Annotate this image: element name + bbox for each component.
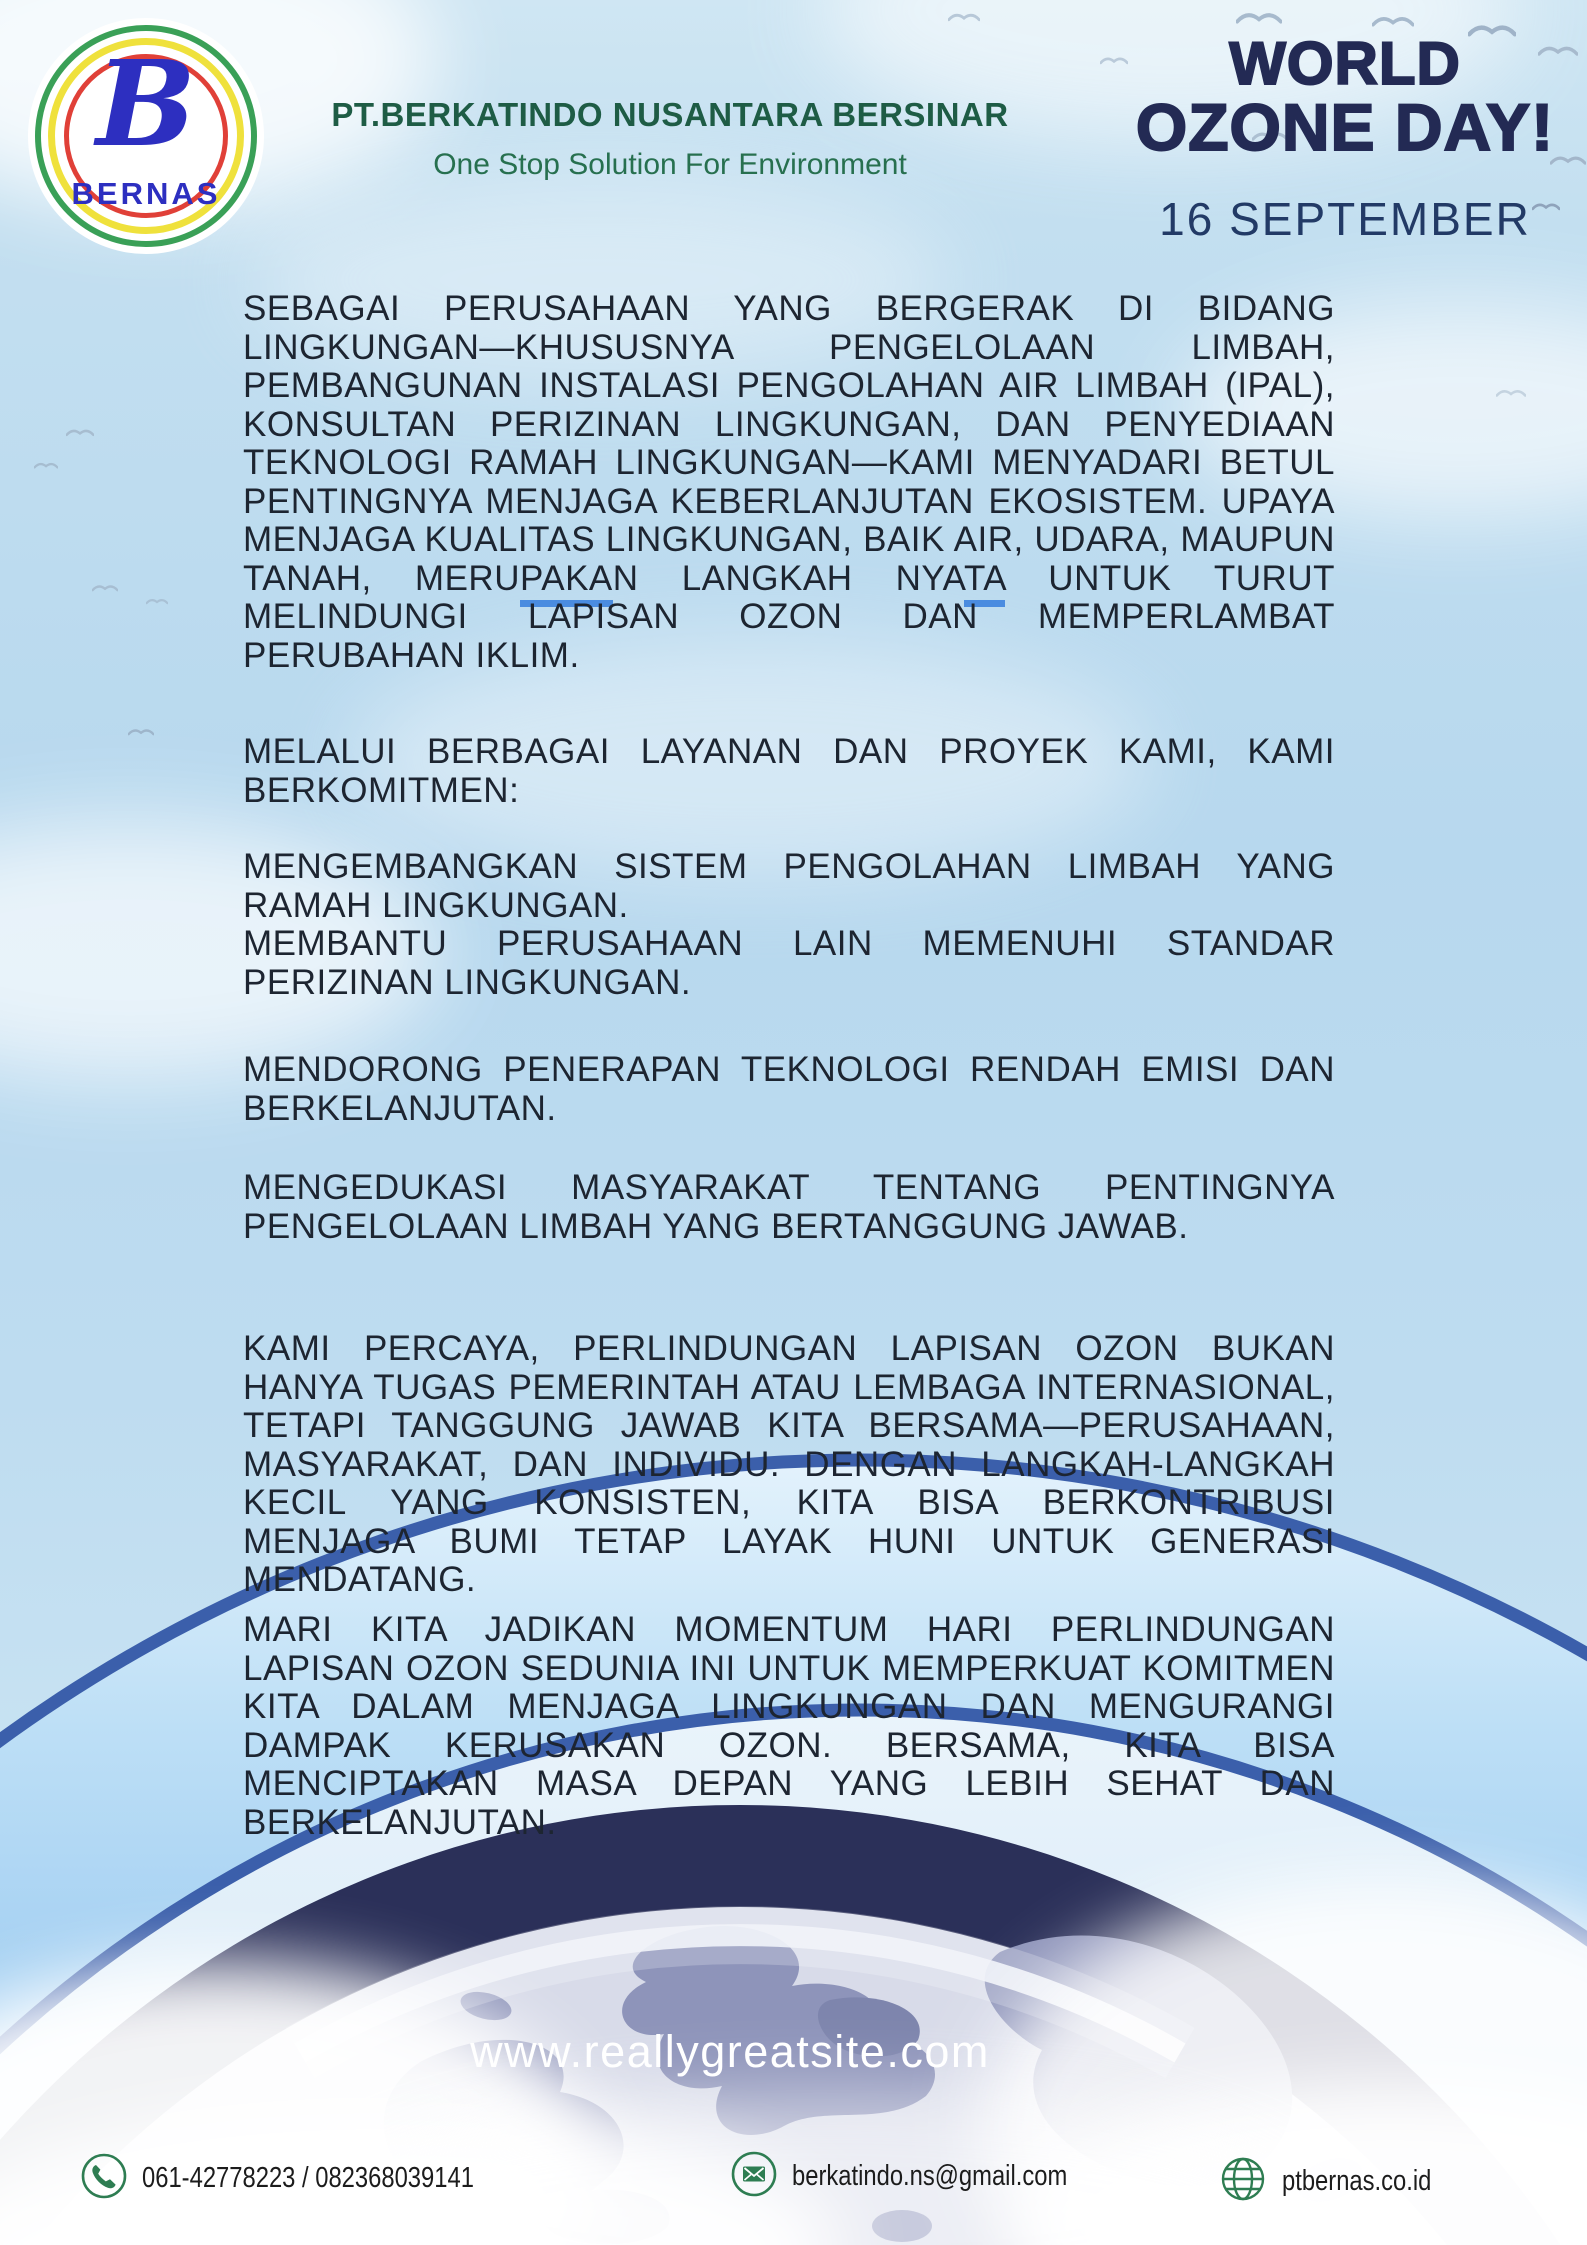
commitment-item: MENGEDUKASI MASYARAKAT TENTANG PENTINGNYA PENGELOLAAN LIMBAH YANG BERTANGGUNG JAWAB. xyxy=(243,1168,1335,1246)
title-line2: OZONE DAY! xyxy=(1135,90,1555,164)
company-tagline: One Stop Solution For Environment xyxy=(433,148,907,181)
title-line1: WORLD xyxy=(1229,30,1461,97)
globe-icon xyxy=(1218,2154,1268,2209)
underlined-text: TA xyxy=(964,559,1005,607)
event-date: 16 SEPTEMBER xyxy=(1159,193,1531,245)
email-icon xyxy=(730,2150,778,2203)
contact-website xyxy=(1218,2154,1464,2209)
commitment-item: MENDORONG PENERAPAN TEKNOLOGI RENDAH EMISI DAN BERKELANJUTAN. xyxy=(243,1050,1335,1128)
phone-number: 061-42778223 / 082368039141 xyxy=(142,2162,474,2194)
paragraph-call-to-action: MARI KITA JADIKAN MOMENTUM HARI PERLINDUNGAN LAPISAN OZON SEDUNIA INI UNTUK MEMPERKUAT KOMITMEN KITA DALAM MENJAGA LINGKUNGAN DAN MENGURANGI DAMPAK KERUSAKAN OZON. BERSAMA, KITA BISA MENCIPTAKAN MASA DEPAN YANG LEBIH SEHAT DAN BERKELANJUTAN. xyxy=(243,1610,1335,1842)
commitment-item: MEMBANTU PERUSAHAAN LAIN MEMENUHI STANDAR PERIZINAN LINGKUNGAN. xyxy=(243,924,1335,1002)
phone-icon xyxy=(80,2152,128,2205)
paragraph-belief: KAMI PERCAYA, PERLINDUNGAN LAPISAN OZON BUKAN HANYA TUGAS PEMERINTAH ATAU LEMBAGA INTERNASIONAL, TETAPI TANGGUNG JAWAB KITA BERSAMA—PERUSAHAAN, MASYARAKAT, DAN INDIVIDU. DENGAN LANGKAH-LANGKAH KECIL YANG KONSISTEN, KITA BISA BERKONTRIBUSI MENJAGA BUMI TETAP LAYAK HUNI UNTUK GENERASI MENDATANG. xyxy=(243,1329,1335,1599)
company-name: PT.BERKATINDO NUSANTARA BERSINAR xyxy=(331,96,1009,133)
email-address: berkatindo.ns@gmail.com xyxy=(792,2160,1068,2192)
contact-email xyxy=(730,2150,1128,2203)
paragraph-intro xyxy=(243,290,1335,675)
logo-letter: B xyxy=(96,34,196,173)
website-watermark: www.reallygreatsite.com xyxy=(470,2026,990,2077)
bernas-logo xyxy=(28,18,264,254)
contact-phone xyxy=(80,2152,547,2205)
underlined-text: PAKA xyxy=(520,559,613,607)
logo-wordmark: BERNAS xyxy=(71,176,221,211)
website-url: ptbernas.co.id xyxy=(1282,2165,1432,2197)
commitment-item: MENGEMBANGKAN SISTEM PENGOLAHAN LIMBAH YANG RAMAH LINGKUNGAN. xyxy=(243,847,1335,925)
commitment-list xyxy=(243,848,1335,1002)
paragraph-text: UNTUK TURUT MELINDUNGI LAPISAN OZON DAN MEMPERLAMBAT PERUBAHAN IKLIM. xyxy=(243,558,1335,675)
poster-title xyxy=(1120,30,1570,164)
paragraph-text: SEBAGAI PERUSAHAAN YANG BERGERAK DI BIDANG LINGKUNGAN—KHUSUSNYA PENGELOLAAN LIMBAH, PEMBANGUNAN INSTALASI PENGOLAHAN AIR LIMBAH (IPAL), KONSULTAN PERIZINAN LINGKUNGAN, DAN PENYEDIAAN TEKNOLOGI RAMAH LINGKUNGAN—KAMI MENYADARI BETUL PENTINGNYA MENJAGA KEBERLANJUTAN EKOSISTEM. UPAYA MENJAGA KUALITAS LINGKUNGAN, BAIK AIR, UDARA, MAUPUN TANAH, MERU xyxy=(243,289,1335,598)
paragraph-commitment-intro: MELALUI BERBAGAI LAYANAN DAN PROYEK KAMI, KAMI BERKOMITMEN: xyxy=(243,732,1335,810)
paragraph-text: N LANGKAH NYA xyxy=(612,558,964,598)
